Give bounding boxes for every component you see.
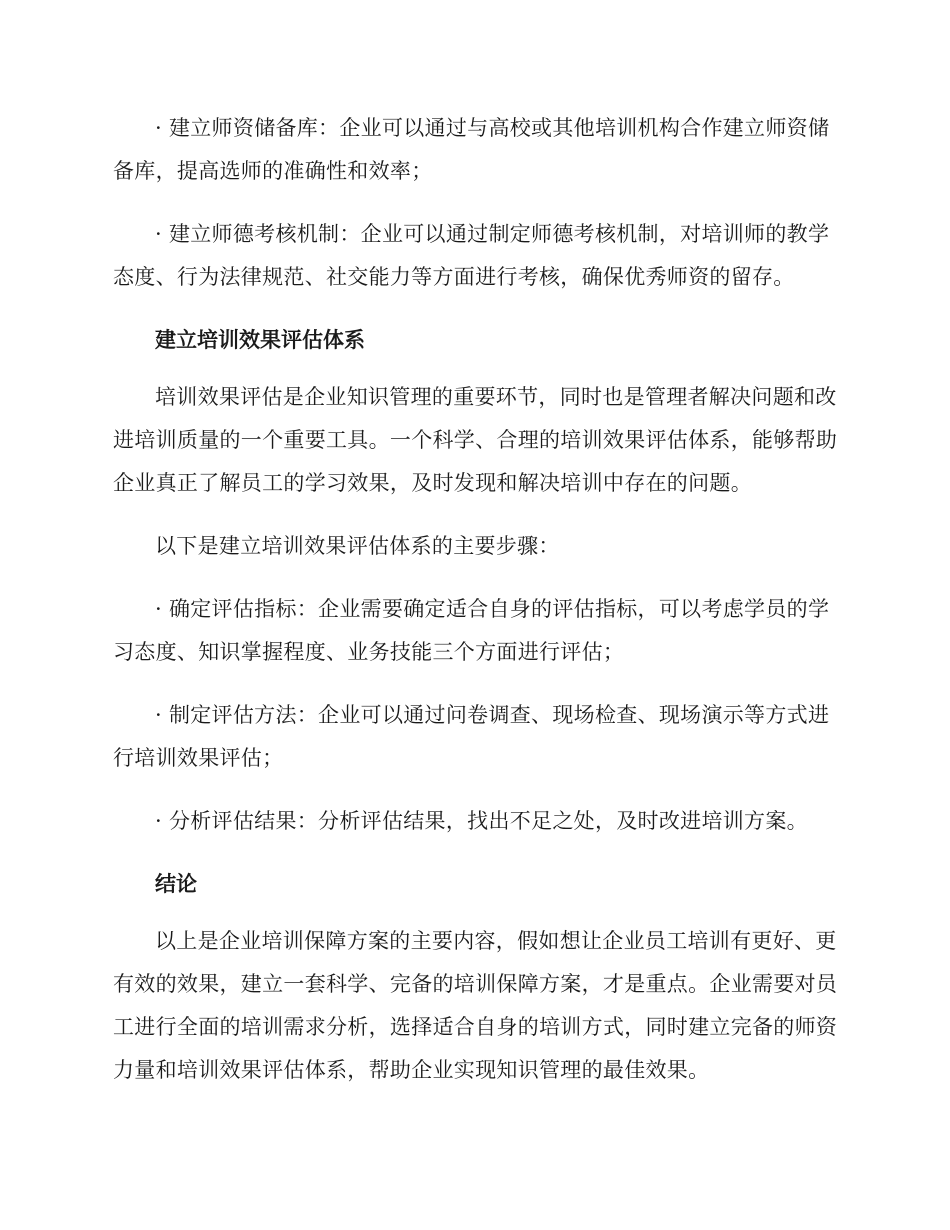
bullet-teacher-reserve: · 建立师资储备库：企业可以通过与高校或其他培训机构合作建立师资储备库，提高选师的准确性和效率；	[113, 116, 830, 183]
document-body	[113, 107, 838, 1112]
bullet-define-indicators: · 确定评估指标：企业需要确定适合自身的评估指标，可以考虑学员的学习态度、知识掌握程度、业务技能三个方面进行评估；	[113, 597, 830, 664]
bullet-analyze-results: · 分析评估结果：分析评估结果，找出不足之处，及时改进培训方案。	[155, 809, 808, 833]
heading-conclusion: 结论	[155, 872, 197, 896]
evaluation-intro-paragraph: 培训效果评估是企业知识管理的重要环节，同时也是管理者解决问题和改进培训质量的一个重要工具。一个科学、合理的培训效果评估体系，能够帮助企业真正了解员工的学习效果，及时发现和解决培训中存在的问题。	[113, 385, 838, 495]
conclusion-paragraph: 以上是企业培训保障方案的主要内容，假如想让企业员工培训有更好、更有效的效果，建立一套科学、完备的培训保障方案，才是重点。企业需要对员工进行全面的培训需求分析，选择适合自身的培训方式，同时建立完备的师资力量和培训效果评估体系，帮助企业实现知识管理的最佳效果。	[113, 929, 838, 1082]
bullet-ethics-assessment: · 建立师德考核机制：企业可以通过制定师德考核机制，对培训师的教学态度、行为法律规范、社交能力等方面进行考核，确保优秀师资的留存。	[113, 222, 830, 289]
heading-evaluation-system: 建立培训效果评估体系	[155, 328, 365, 352]
bullet-define-methods: · 制定评估方法：企业可以通过问卷调查、现场检查、现场演示等方式进行培训效果评估；	[113, 703, 830, 770]
evaluation-steps-lead: 以下是建立培训效果评估体系的主要步骤：	[155, 534, 560, 558]
